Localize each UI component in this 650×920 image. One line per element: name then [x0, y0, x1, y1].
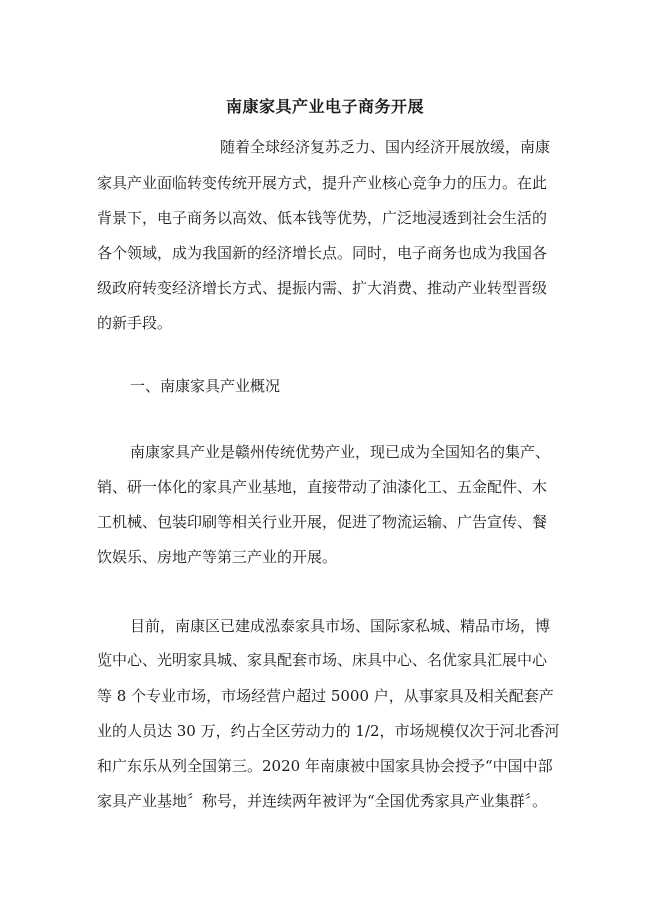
- intro-line: 背景下，电子商务以高效、低本钱等优势，广泛地浸透到社会生活的: [97, 209, 548, 227]
- paragraph-line: 销、研一体化的家具产业基地，直接带动了油漆化工、五金配件、木: [97, 478, 548, 496]
- paragraph-line: 家具产业基地〞称号，并连续两年被评为“全国优秀家具产业集群〞。: [97, 792, 548, 810]
- intro-line: 各个领域，成为我国新的经济增长点。同时，电子商务也成为我国各: [97, 244, 548, 262]
- section-heading: 一、南康家具产业概况: [130, 377, 281, 395]
- intro-line: 家具产业面临转变传统开展方式，提升产业核心竞争力的压力。在此: [97, 174, 548, 192]
- paragraph-line: 等 8 个专业市场，市场经营户超过 5000 户，从事家具及相关配套产: [97, 687, 554, 705]
- intro-line: 的新手段。: [97, 314, 173, 332]
- paragraph-line: 和广东乐从列全国第三。2020 年南康被中国家具协会授予“中国中部: [97, 757, 553, 775]
- paragraph-line: 工机械、包装印刷等相关行业开展，促进了物流运输、广告宣传、餐: [97, 513, 548, 531]
- document-title: 南康家具产业电子商务开展: [225, 97, 424, 116]
- paragraph-line: 目前，南康区已建成泓泰家具市场、国际家私城、精品市场，博: [130, 617, 551, 635]
- paragraph-line: 业的人员达 30 万，约占全区劳动力的 1/2，市场规模仅次于河北香河: [97, 722, 560, 740]
- intro-line: 随着全球经济复苏乏力、国内经济开展放缓，南康: [220, 138, 551, 156]
- paragraph-line: 饮娱乐、房地产等第三产业的开展。: [97, 548, 338, 566]
- intro-line: 级政府转变经济增长方式、提振内需、扩大消费、推动产业转型晋级: [97, 279, 548, 297]
- paragraph-line: 南康家具产业是赣州传统优势产业，现已成为全国知名的集产、: [130, 443, 551, 461]
- paragraph-line: 览中心、光明家具城、家具配套市场、床具中心、名优家具汇展中心: [97, 651, 548, 669]
